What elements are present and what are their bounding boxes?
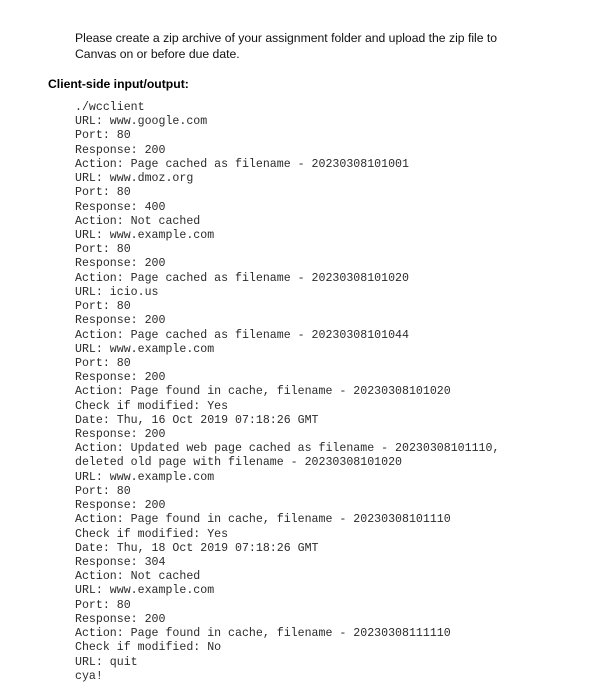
console-line: Response: 304	[75, 556, 166, 569]
console-line: Response: 200	[75, 257, 166, 271]
console-line: URL: www.dmoz.org	[75, 172, 194, 186]
console-line: Action: Page cached as filename - 20230308101020	[75, 271, 409, 285]
console-line: cya!	[75, 669, 103, 683]
console-line: URL: www.example.com	[75, 228, 215, 242]
instructions-line-2: Canvas on or before due date.	[75, 46, 240, 61]
console-line: Check if modified: No	[75, 641, 222, 655]
console-line: URL: icio.us	[75, 285, 159, 299]
console-line: Response: 200	[75, 314, 166, 328]
console-line: Response: 200	[75, 371, 166, 385]
console-line: Port: 80	[75, 356, 131, 370]
console-line: URL: quit	[75, 655, 138, 669]
console-line: Date: Thu, 18 Oct 2019 07:18:26 GMT	[75, 541, 319, 555]
console-output	[75, 101, 499, 684]
console-line: Port: 80	[75, 598, 131, 612]
console-line: URL: www.google.com	[75, 115, 208, 129]
console-line: URL: www.example.com	[75, 342, 215, 356]
console-line: Port: 80	[75, 300, 131, 314]
console-line: Response: 400	[75, 200, 166, 214]
console-line: Response: 200	[75, 499, 166, 513]
console-line: URL: www.example.com	[75, 584, 215, 598]
console-line: deleted old page with filename - 20230308101020	[75, 456, 402, 470]
console-line: Port: 80	[75, 243, 131, 257]
instructions-line-1: Please create a zip archive of your assignment folder and upload the zip file to	[75, 31, 498, 45]
console-line: Port: 80	[75, 186, 131, 200]
console-line: Response: 200	[75, 612, 166, 626]
console-line: ./wcclient	[75, 101, 145, 114]
console-line: Port: 80	[75, 129, 131, 143]
console-line: Action: Page found in cache, filename - 20230308101110	[75, 513, 451, 527]
console-line: Check if modified: Yes	[75, 399, 229, 413]
instructions-paragraph	[75, 31, 555, 62]
console-line: Date: Thu, 16 Oct 2019 07:18:26 GMT	[75, 413, 319, 427]
console-line: Action: Page found in cache, filename - 20230308101020	[75, 385, 451, 399]
console-line: Response: 200	[75, 428, 166, 442]
console-line: Action: Not cached	[75, 214, 201, 228]
console-line: Action: Updated web page cached as filename - 20230308101110,	[75, 442, 500, 456]
console-line: Response: 200	[75, 143, 166, 157]
console-line: URL: www.example.com	[75, 470, 215, 484]
section-heading: Client-side input/output:	[48, 77, 189, 91]
console-line: Action: Not cached	[75, 570, 201, 584]
console-line: Port: 80	[75, 484, 131, 498]
console-line: Action: Page cached as filename - 20230308101001	[75, 157, 409, 171]
console-line: Action: Page cached as filename - 20230308101044	[75, 328, 409, 342]
console-line: Check if modified: Yes	[75, 527, 229, 541]
console-line: Action: Page found in cache, filename - 20230308111110	[75, 627, 451, 641]
